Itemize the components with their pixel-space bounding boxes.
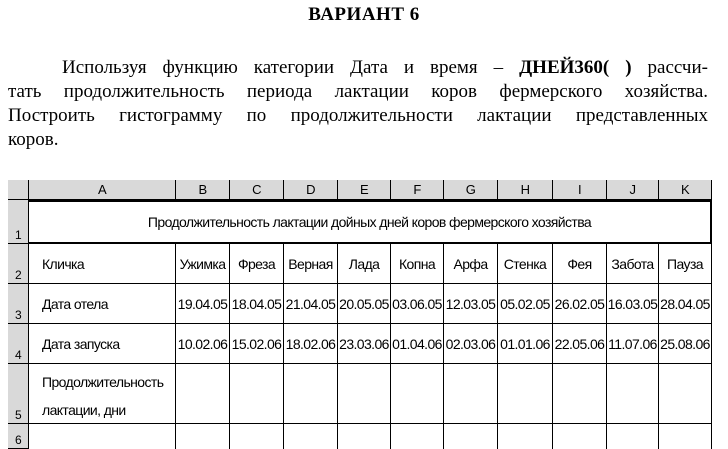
duration-label-line-1: Продолжительность: [42, 374, 164, 390]
row-number: 4: [15, 348, 22, 362]
column-header-C[interactable]: C: [230, 180, 284, 200]
row-number: 1: [15, 228, 22, 242]
row-number: 2: [15, 268, 22, 282]
cell-empty[interactable]: [29, 424, 176, 449]
column-header-I[interactable]: I: [553, 180, 607, 200]
cell-empty[interactable]: [659, 424, 712, 449]
cell-calving[interactable]: 21.04.05: [284, 284, 338, 324]
cell-calving[interactable]: 12.03.05: [444, 284, 498, 324]
cell-duration-empty[interactable]: [659, 364, 712, 424]
page-title: ВАРИАНТ 6: [308, 4, 420, 25]
merged-title-cell[interactable]: Продолжительность лактации дойных дней коров фермерского хозяйства: [29, 200, 712, 244]
cell-dryoff[interactable]: 11.07.06: [607, 324, 659, 364]
row-label-duration[interactable]: [29, 364, 176, 424]
cell-empty[interactable]: [230, 424, 284, 449]
cell-calving[interactable]: 26.02.05: [553, 284, 607, 324]
column-header-F[interactable]: F: [391, 180, 444, 200]
duration-label-line-2: лактации, дни: [42, 402, 126, 418]
cell-duration-empty[interactable]: [284, 364, 338, 424]
select-all-corner[interactable]: [8, 180, 29, 200]
cell-names[interactable]: Забота: [607, 244, 659, 284]
cell-duration-empty[interactable]: [444, 364, 498, 424]
task-line-1-end: рассчи-: [631, 57, 708, 78]
cell-calving[interactable]: 05.02.05: [498, 284, 553, 324]
row-header-2[interactable]: [8, 244, 29, 284]
cell-duration-empty[interactable]: [391, 364, 444, 424]
cell-dryoff[interactable]: 01.01.06: [498, 324, 553, 364]
cell-duration-empty[interactable]: [176, 364, 230, 424]
row-number: 6: [15, 433, 22, 447]
column-header-E[interactable]: E: [338, 180, 391, 200]
cell-duration-empty[interactable]: [553, 364, 607, 424]
cell-empty[interactable]: [444, 424, 498, 449]
cell-duration-empty[interactable]: [498, 364, 553, 424]
task-line-3: Построить гистограмму по продолжительности лактации представленных: [8, 105, 708, 126]
cell-names[interactable]: Стенка: [498, 244, 553, 284]
cell-names[interactable]: Арфа: [444, 244, 498, 284]
cell-calving[interactable]: 19.04.05: [176, 284, 230, 324]
cell-names[interactable]: Пауза: [659, 244, 712, 284]
row-header-6[interactable]: [8, 424, 29, 449]
task-line-4: коров.: [8, 129, 59, 150]
column-header-G[interactable]: G: [444, 180, 498, 200]
cell-calving[interactable]: 20.05.05: [338, 284, 391, 324]
column-header-B[interactable]: B: [176, 180, 230, 200]
row-header-5[interactable]: [8, 364, 29, 424]
cell-names[interactable]: Ужимка: [176, 244, 230, 284]
cell-dryoff[interactable]: 25.08.06: [659, 324, 712, 364]
cell-empty[interactable]: [176, 424, 230, 449]
row-header-1[interactable]: [8, 200, 29, 244]
cell-calving[interactable]: 28.04.05: [659, 284, 712, 324]
column-header-J[interactable]: J: [607, 180, 659, 200]
cell-empty[interactable]: [607, 424, 659, 449]
cell-dryoff[interactable]: 23.03.06: [338, 324, 391, 364]
cell-dryoff[interactable]: 18.02.06: [284, 324, 338, 364]
row-number: 5: [15, 408, 22, 422]
row-header-4[interactable]: [8, 324, 29, 364]
cell-duration-empty[interactable]: [230, 364, 284, 424]
row-number: 3: [15, 308, 22, 322]
cell-calving[interactable]: 16.03.05: [607, 284, 659, 324]
task-text: [8, 56, 708, 152]
column-header-A[interactable]: A: [29, 180, 176, 200]
task-line-1-start: Используя функцию категории Дата и время –: [62, 57, 520, 78]
cell-dryoff[interactable]: 01.04.06: [391, 324, 444, 364]
row-label-names[interactable]: Кличка: [29, 244, 176, 284]
cell-dryoff[interactable]: 22.05.06: [553, 324, 607, 364]
cell-duration-empty[interactable]: [338, 364, 391, 424]
cell-dryoff[interactable]: 10.02.06: [176, 324, 230, 364]
cell-empty[interactable]: [553, 424, 607, 449]
function-name: ДНЕЙ360( ): [519, 57, 632, 78]
column-header-K[interactable]: K: [659, 180, 712, 200]
cell-names[interactable]: Копна: [391, 244, 444, 284]
cell-dryoff[interactable]: 02.03.06: [444, 324, 498, 364]
cell-empty[interactable]: [391, 424, 444, 449]
column-header-D[interactable]: D: [284, 180, 338, 200]
row-label-dryoff[interactable]: Дата запуска: [29, 324, 176, 364]
spreadsheet: [8, 180, 720, 449]
cell-calving[interactable]: 03.06.05: [391, 284, 444, 324]
row-label-calving[interactable]: Дата отела: [29, 284, 176, 324]
row-header-3[interactable]: [8, 284, 29, 324]
cell-calving[interactable]: 18.04.05: [230, 284, 284, 324]
task-line-2: тать продолжительность периода лактации коров фермерского хозяйства.: [8, 81, 708, 102]
cell-empty[interactable]: [338, 424, 391, 449]
cell-empty[interactable]: [284, 424, 338, 449]
cell-names[interactable]: Верная: [284, 244, 338, 284]
cell-names[interactable]: Лада: [338, 244, 391, 284]
cell-names[interactable]: Фреза: [230, 244, 284, 284]
cell-empty[interactable]: [498, 424, 553, 449]
cell-names[interactable]: Фея: [553, 244, 607, 284]
task-line-1: [8, 56, 708, 80]
cell-dryoff[interactable]: 15.02.06: [230, 324, 284, 364]
column-header-H[interactable]: H: [498, 180, 553, 200]
cell-duration-empty[interactable]: [607, 364, 659, 424]
